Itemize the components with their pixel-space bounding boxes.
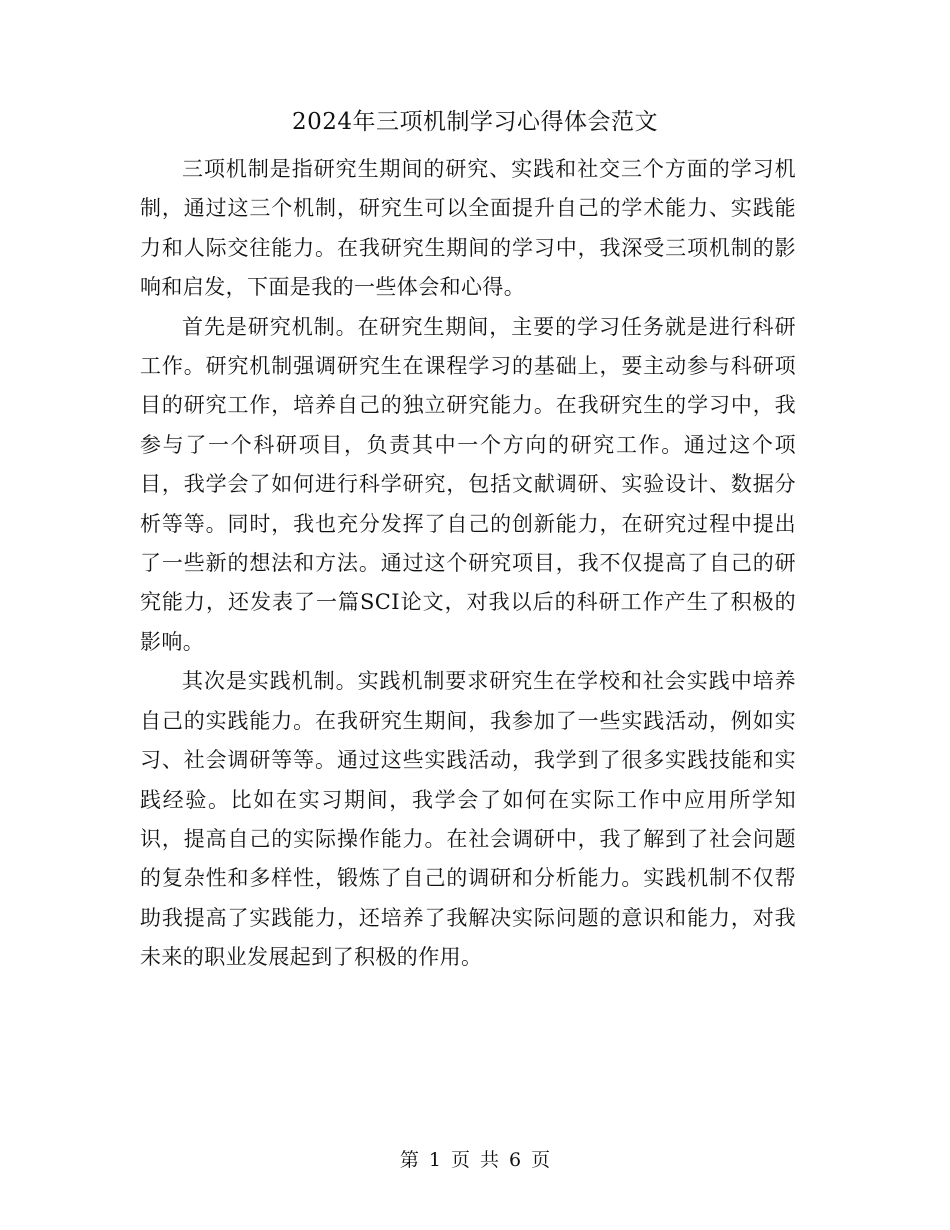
document-body: [140, 150, 796, 978]
paragraph-research-mechanism: 首先是研究机制。在研究生期间，主要的学习任务就是进行科研工作。研究机制强调研究生在课程学习的基础上，要主动参与科研项目的研究工作，培养自己的独立研究能力。在我研究生的学习中，我参与了一个科研项目，负责其中一个方向的研究工作。通过这个项目，我学会了如何进行科学研究，包括文献调研、实验设计、数据分析等等。同时，我也充分发挥了自己的创新能力，在研究过程中提出了一些新的想法和方法。通过这个研究项目，我不仅提高了自己的研究能力，还发表了一篇SCI论文，对我以后的科研工作产生了积极的影响。: [140, 314, 796, 654]
paragraph-practice-mechanism: 其次是实践机制。实践机制要求研究生在学校和社会实践中培养自己的实践能力。在我研究生期间，我参加了一些实践活动，例如实习、社会调研等等。通过这些实践活动，我学到了很多实践技能和实践经验。比如在实习期间，我学会了如何在实际工作中应用所学知识，提高自己的实际操作能力。在社会调研中，我了解到了社会问题的复杂性和多样性，锻炼了自己的调研和分析能力。实践机制不仅帮助我提高了实践能力，还培养了我解决实际问题的意识和能力，对我未来的职业发展起到了积极的作用。: [140, 669, 796, 970]
document-title: 2024年三项机制学习心得体会范文: [291, 109, 659, 135]
paragraph-intro: 三项机制是指研究生期间的研究、实践和社交三个方面的学习机制，通过这三个机制，研究生可以全面提升自己的学术能力、实践能力和人际交往能力。在我研究生期间的学习中，我深受三项机制的影响和启发，下面是我的一些体会和心得。: [140, 157, 796, 300]
page-number-footer: 第 1 页 共 6 页: [399, 1149, 551, 1171]
